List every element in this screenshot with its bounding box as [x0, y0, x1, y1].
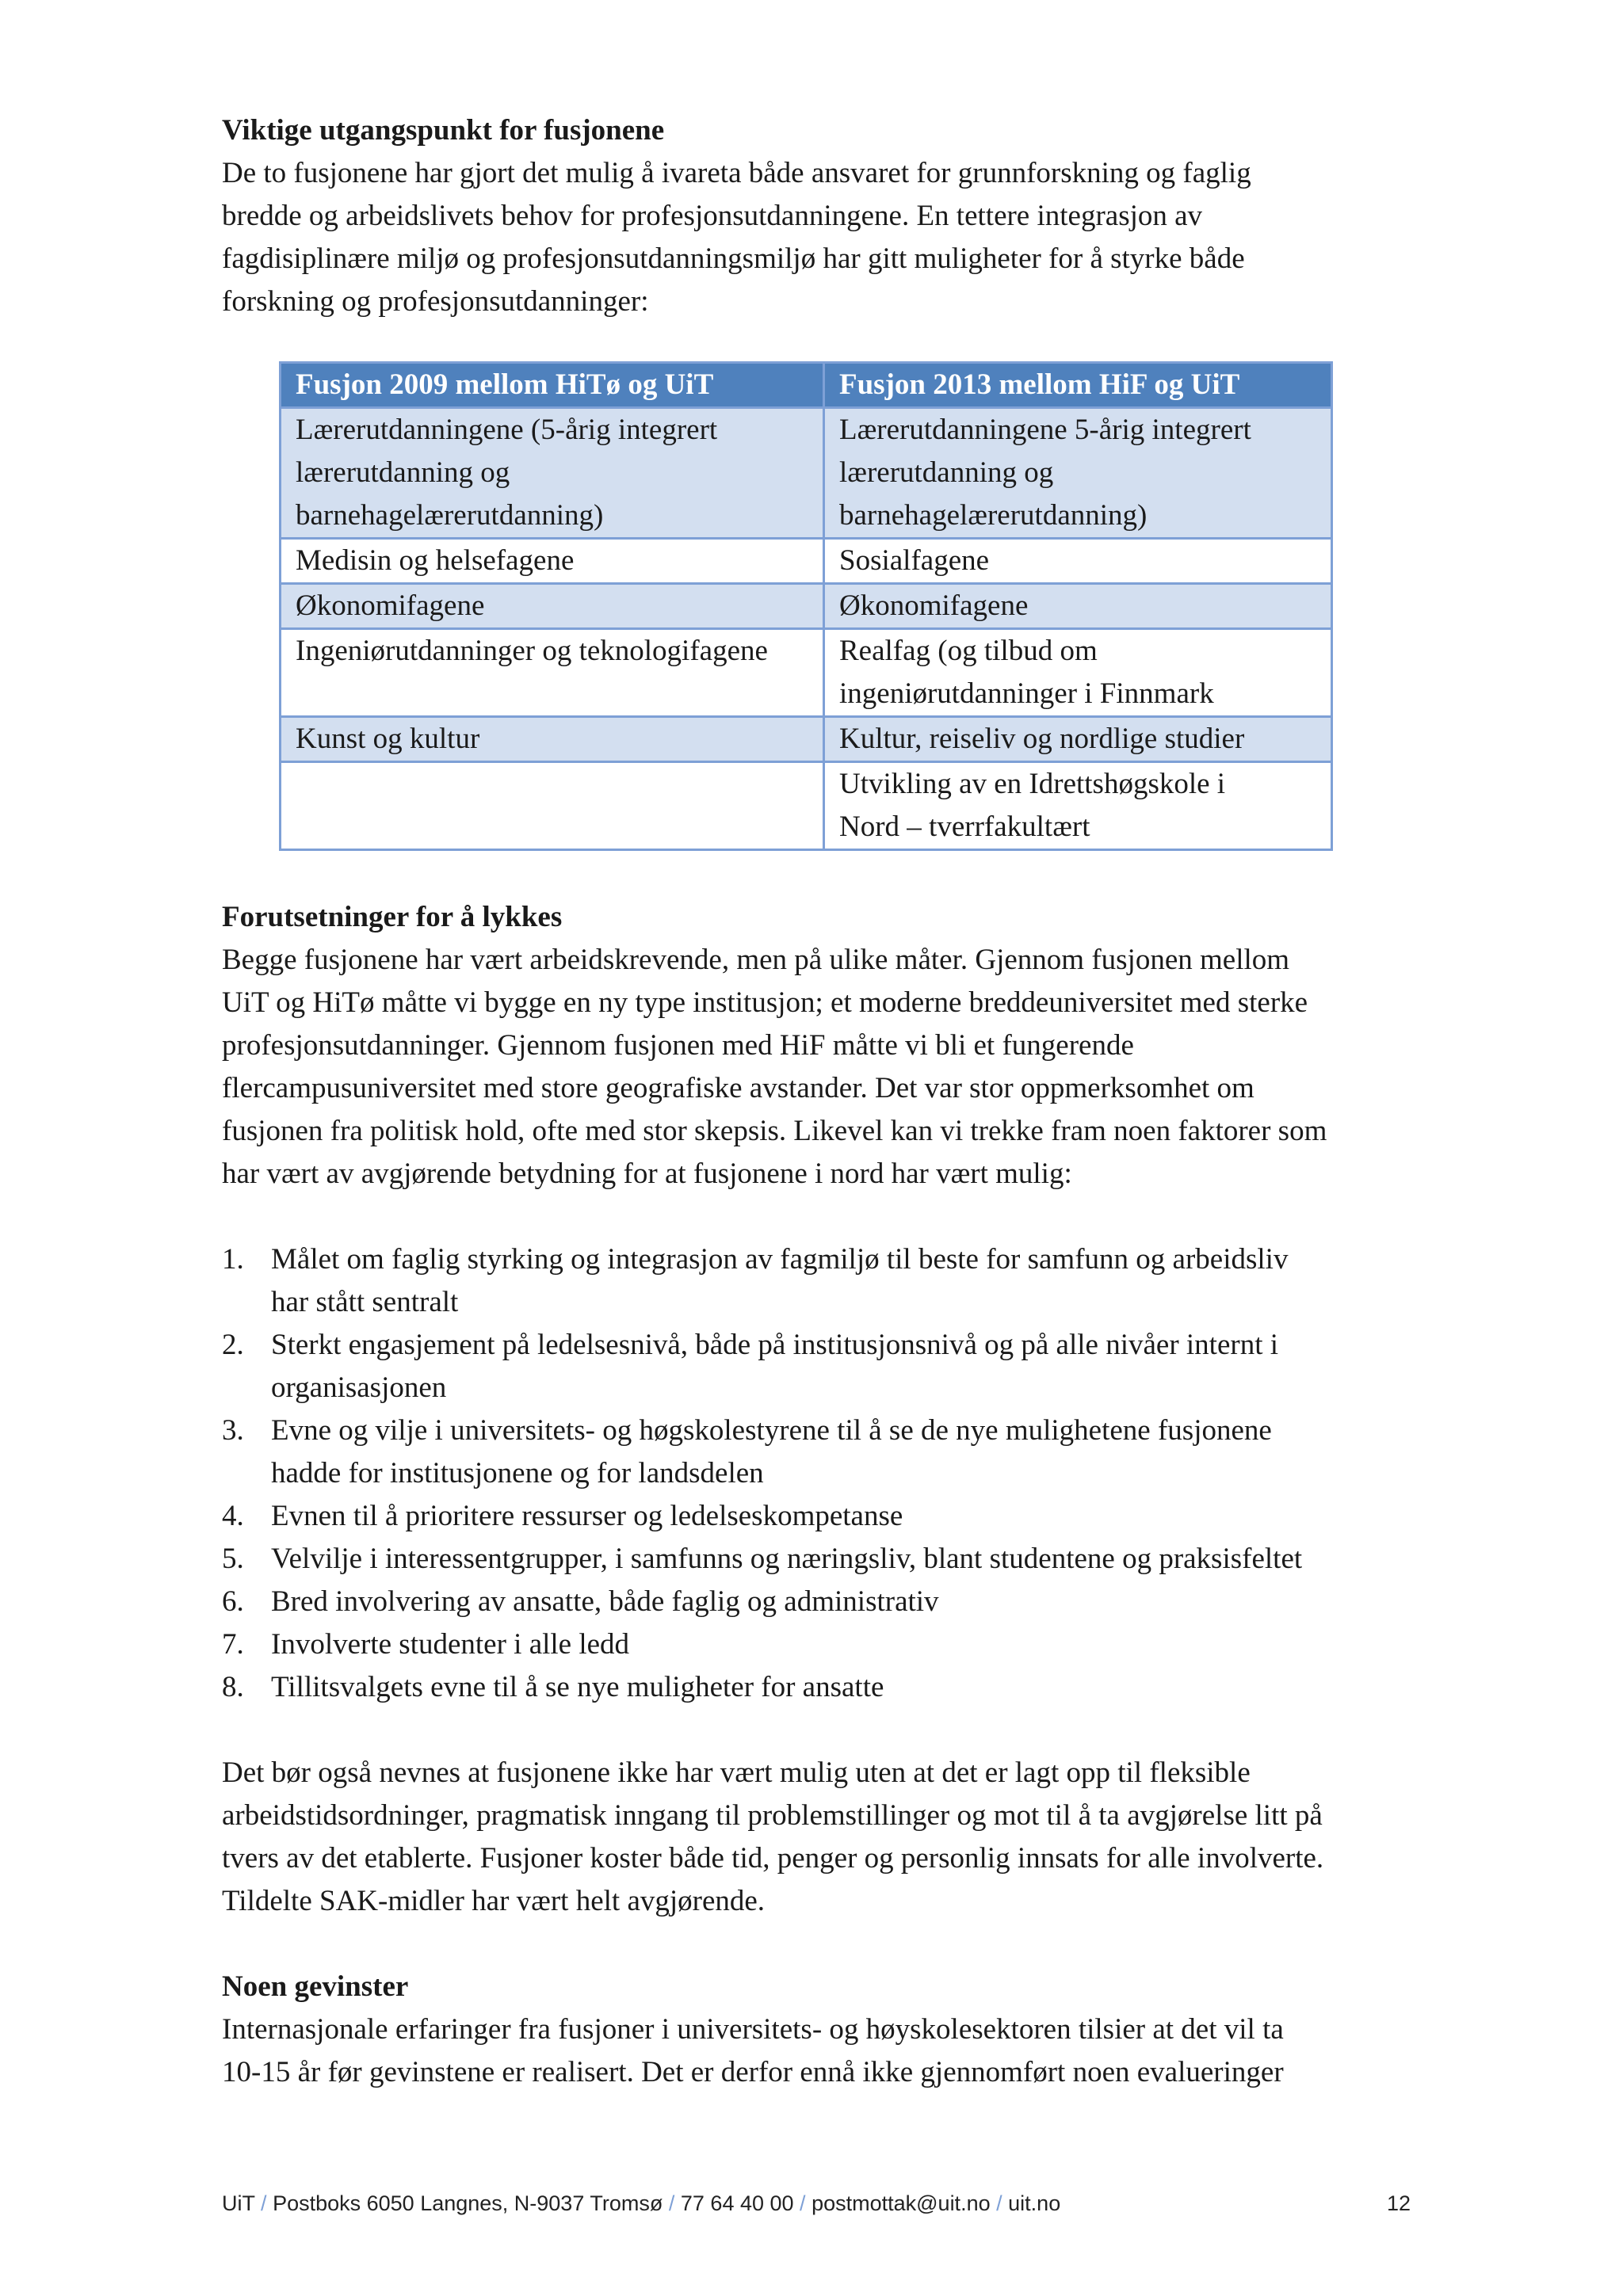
paragraph-line: fagdisiplinære miljø og profesjonsutdanningsmiljø har gitt muligheter for å styrke både [222, 242, 1245, 275]
paragraph-line: bredde og arbeidslivets behov for profesjonsutdanningene. En tettere integrasjon av [222, 200, 1203, 232]
list-number: 1. [222, 1243, 244, 1276]
list-item: 2. Sterkt engasjement på ledelsesnivå, både på institusjonsnivå og på alle nivåer internt i organisasjonen [222, 1324, 1426, 1409]
list-item: 8. Tillitsvalgets evne til å se nye muligheter for ansatte [222, 1666, 1426, 1709]
table-row [281, 717, 1332, 762]
table-cell: Utvikling av en Idrettshøgskole i Nord – tverrfakultært [824, 762, 1332, 850]
table-row [281, 584, 1332, 629]
footer-email: postmottak@uit.no [812, 2191, 991, 2215]
table-cell: Kultur, reiseliv og nordlige studier [824, 717, 1332, 762]
table-cell: Kunst og kultur [281, 717, 824, 762]
list-number: 5. [222, 1543, 244, 1575]
paragraph-line: De to fusjonene har gjort det mulig å ivareta både ansvaret for grunnforskning og faglig [222, 157, 1251, 189]
list-item: 6. Bred involvering av ansatte, både faglig og administrativ [222, 1581, 1426, 1623]
list-number: 4. [222, 1500, 244, 1532]
section-heading: Noen gevinster [222, 1970, 409, 2003]
paragraph-line: Internasjonale erfaringer fra fusjoner i universitets- og høyskolesektoren tilsier at det vil ta [222, 2013, 1284, 2046]
table-header-2013: Fusjon 2013 mellom HiF og UiT [824, 363, 1332, 408]
table-cell: Realfag (og tilbud om ingeniørutdanninger i Finnmark [824, 629, 1332, 717]
table-cell: Medisin og helsefagene [281, 539, 824, 584]
page-number: 12 [1386, 2191, 1411, 2215]
list-item: 1. Målet om faglig styrking og integrasjon av fagmiljø til beste for samfunn og arbeidsliv har stått sentralt [222, 1238, 1426, 1324]
paragraph-line: har vært av avgjørende betydning for at fusjonene i nord har vært mulig: [222, 1158, 1072, 1190]
paragraph-line: UiT og HiTø måtte vi bygge en ny type institusjon; et moderne breddeuniversitet med sterke [222, 986, 1308, 1019]
list-number: 3. [222, 1414, 244, 1447]
footer-separator: / [996, 2191, 1002, 2215]
paragraph-line: flercampusuniversitet med store geografiske avstander. Det var stor oppmerksomhet om [222, 1072, 1254, 1104]
table-cell: Lærerutdanningene 5-årig integrert lærerutdanning og barnehagelærerutdanning) [824, 408, 1332, 539]
table-cell: Sosialfagene [824, 539, 1332, 584]
fusion-table [279, 361, 1333, 851]
paragraph-line: forskning og profesjonsutdanninger: [222, 285, 649, 318]
page-footer [222, 2191, 1411, 2223]
table-row [281, 539, 1332, 584]
section-heading: Viktige utgangspunkt for fusjonene [222, 114, 665, 147]
paragraph-line: Tildelte SAK-midler har vært helt avgjørende. [222, 1885, 766, 1917]
table-row [281, 629, 1332, 717]
section-prerequisites [222, 896, 1426, 2094]
table-cell [281, 762, 824, 850]
list-item: 5. Velvilje i interessentgrupper, i samfunns og næringsliv, blant studentene og praksisfeltet [222, 1538, 1426, 1581]
footer-separator: / [800, 2191, 806, 2215]
list-item: 4. Evnen til å prioritere ressurser og ledelseskompetanse [222, 1495, 1426, 1538]
footer-separator: / [261, 2191, 267, 2215]
section-heading: Forutsetninger for å lykkes [222, 901, 563, 933]
table-cell: Ingeniørutdanninger og teknologifagene [281, 629, 824, 717]
table-cell: Lærerutdanningene (5-årig integrert lærerutdanning og barnehagelærerutdanning) [281, 408, 824, 539]
list-item: 3. Evne og vilje i universitets- og høgskolestyrene til å se de nye mulighetene fusjonene hadde for institusjonene og for landsdelen [222, 1409, 1426, 1495]
footer-address: Postboks 6050 Langnes, N-9037 Tromsø [273, 2191, 663, 2215]
table-cell: Økonomifagene [824, 584, 1332, 629]
footer-separator: / [668, 2191, 675, 2215]
paragraph-line: fusjonen fra politisk hold, ofte med stor skepsis. Likevel kan vi trekke fram noen faktorer som [222, 1115, 1327, 1147]
list-item: 7. Involverte studenter i alle ledd [222, 1623, 1426, 1666]
footer-org: UiT [222, 2191, 255, 2215]
paragraph-line: profesjonsutdanninger. Gjennom fusjonen med HiF måtte vi bli et fungerende [222, 1029, 1134, 1062]
table-header-2009: Fusjon 2009 mellom HiTø og UiT [281, 363, 824, 408]
section-intro [222, 109, 1419, 323]
paragraph-line: arbeidstidsordninger, pragmatisk inngang til problemstillinger og mot til å ta avgjørelse litt på [222, 1799, 1323, 1832]
paragraph-line: 10-15 år før gevinstene er realisert. Det er derfor ennå ikke gjennomført noen evalueringer [222, 2056, 1284, 2088]
list-number: 6. [222, 1585, 244, 1618]
table-header-row [281, 363, 1332, 408]
paragraph-line: tvers av det etablerte. Fusjoner koster både tid, penger og personlig innsats for alle involverte. [222, 1842, 1324, 1875]
paragraph-line: Det bør også nevnes at fusjonene ikke har vært mulig uten at det er lagt opp til fleksible [222, 1756, 1251, 1789]
list-number: 8. [222, 1671, 244, 1703]
footer-website: uit.no [1008, 2191, 1061, 2215]
success-factors-list [222, 1238, 1426, 1709]
table-cell: Økonomifagene [281, 584, 824, 629]
footer-phone: 77 64 40 00 [680, 2191, 794, 2215]
list-number: 2. [222, 1329, 244, 1361]
table-row [281, 408, 1332, 539]
table-row [281, 762, 1332, 850]
list-number: 7. [222, 1628, 244, 1661]
paragraph-line: Begge fusjonene har vært arbeidskrevende, men på ulike måter. Gjennom fusjonen mellom [222, 944, 1290, 976]
